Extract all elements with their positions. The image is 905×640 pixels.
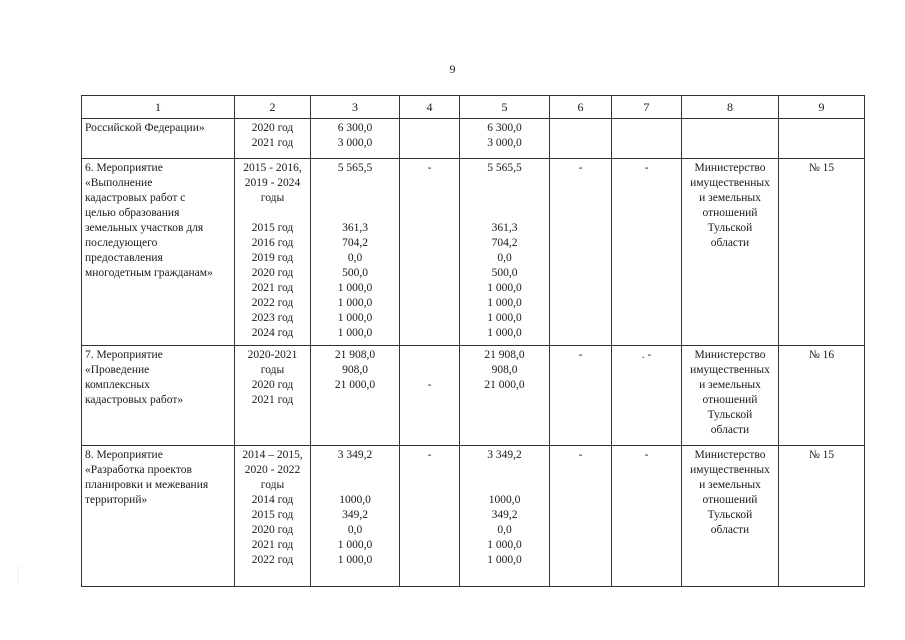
total-head: 21 908,0 [334, 349, 376, 361]
col4-cell [400, 346, 460, 446]
total-value: 1 000,0 [337, 282, 373, 294]
col5-head: 3 349,2 [487, 449, 522, 461]
spacer [314, 206, 396, 221]
spacer [314, 463, 396, 478]
period-line: 2019 - 2024 [244, 177, 301, 189]
measure-name-line: комплексных [85, 379, 150, 391]
executor-line: области [710, 524, 750, 536]
measure-name-line: земельных участков для [85, 222, 204, 234]
indicator-cell [779, 159, 865, 346]
col6-cell [550, 446, 612, 587]
col5-value: 1 000,0 [487, 327, 522, 339]
program-table [81, 95, 865, 587]
total-value: 349,2 [342, 509, 368, 521]
measure-name-cell [82, 159, 235, 346]
col-header-5: 5 [460, 96, 550, 119]
spacer [463, 463, 546, 478]
year-line: 2019 год [251, 252, 294, 264]
total-value: 0,0 [347, 524, 363, 536]
total-value: 0,0 [347, 252, 363, 264]
indicator-value: № 15 [808, 162, 835, 174]
col5-value: 1 000,0 [487, 539, 522, 551]
col6-cell [550, 119, 612, 159]
total-value: 1 000,0 [337, 327, 373, 339]
col4-value: - [427, 449, 432, 461]
total-value: 1 000,0 [337, 297, 373, 309]
year-line: 2015 год [251, 509, 294, 521]
period-cell [235, 346, 311, 446]
col6-cell [550, 346, 612, 446]
total-value: 361,3 [342, 222, 368, 234]
indicator-cell [779, 119, 865, 159]
spacer [314, 191, 396, 206]
executor-line: Тульской [707, 509, 753, 521]
year-line: 2021 год [251, 137, 294, 149]
executor-line: Министерство [694, 162, 766, 174]
col5-value: 349,2 [491, 509, 518, 521]
col7-cell [612, 119, 682, 159]
period-line: 2020-2021 [247, 349, 298, 361]
measure-name-line: «Выполнение [85, 177, 153, 189]
year-line: 2022 год [251, 554, 294, 566]
col5-cell [460, 159, 550, 346]
year-line: 2022 год [251, 297, 294, 309]
col-header-4: 4 [400, 96, 460, 119]
table-row [82, 119, 865, 159]
period-line: годы [260, 479, 285, 491]
executor-line: области [710, 237, 750, 249]
col5-value: 1 000,0 [487, 312, 522, 324]
measure-name-line: кадастровых работ с [85, 192, 186, 204]
year-line: 2014 год [251, 494, 294, 506]
spacer [463, 206, 546, 221]
period-cell [235, 159, 311, 346]
col7-cell [612, 346, 682, 446]
total-value: 1 000,0 [337, 539, 373, 551]
total-value: 500,0 [342, 267, 368, 279]
executor-line: отношений [702, 494, 758, 506]
col5-value: 1 000,0 [487, 554, 522, 566]
col6-cell [550, 159, 612, 346]
measure-name-line: 6. Мероприятие [85, 162, 163, 174]
col5-value: 6 300,0 [487, 122, 522, 134]
indicator-cell [779, 446, 865, 587]
period-line: 2020 - 2022 [244, 464, 301, 476]
period-line: 2015 - 2016, [243, 162, 302, 174]
indicator-cell [779, 346, 865, 446]
period-line: годы [260, 192, 285, 204]
measure-name-line: последующего [85, 237, 158, 249]
measure-name-line: кадастровых работ» [85, 394, 184, 406]
executor-line: имущественных [690, 364, 770, 376]
executor-line: отношений [702, 207, 758, 219]
year-line: 2021 год [251, 539, 294, 551]
spacer [463, 478, 546, 493]
executor-line: и земельных [699, 379, 761, 391]
executor-cell [682, 346, 779, 446]
col6-value: - [578, 449, 583, 461]
table-row [82, 159, 865, 346]
measure-name-line: 8. Мероприятие [85, 449, 163, 461]
col7-value: - [644, 162, 649, 174]
spacer [463, 191, 546, 206]
total-value: 21 000,0 [334, 379, 376, 391]
col-header-7: 7 [612, 96, 682, 119]
col-header-2: 2 [235, 96, 311, 119]
measure-name-cell [82, 446, 235, 587]
col-header-6: 6 [550, 96, 612, 119]
total-value: 1000,0 [339, 494, 371, 506]
measure-name-cell [82, 346, 235, 446]
executor-cell [682, 446, 779, 587]
spacer [314, 176, 396, 191]
spacer [403, 363, 456, 378]
executor-line: области [710, 424, 750, 436]
period-cell [235, 119, 311, 159]
year-line: 2016 год [251, 237, 294, 249]
total-value: 908,0 [342, 364, 368, 376]
col5-value: 1000,0 [488, 494, 521, 506]
col4-value: - [427, 162, 432, 174]
total-head: 5 565,5 [337, 162, 373, 174]
executor-line: Министерство [694, 449, 766, 461]
total-value: 3 000,0 [337, 137, 373, 149]
col7-value: - [644, 449, 649, 461]
executor-line: имущественных [690, 177, 770, 189]
year-line: 2020 год [251, 267, 294, 279]
executor-line: имущественных [690, 464, 770, 476]
indicator-value: № 15 [808, 449, 835, 461]
col5-value: 1 000,0 [487, 297, 522, 309]
period-cell [235, 446, 311, 587]
executor-line: Тульской [707, 409, 753, 421]
measure-name-line: предоставления [85, 252, 163, 264]
page-number: 9 [449, 62, 456, 76]
header-row [82, 96, 865, 119]
year-line: 2023 год [251, 312, 294, 324]
total-value: 6 300,0 [337, 122, 373, 134]
measure-name-cell [82, 119, 235, 159]
total-value: 1 000,0 [337, 312, 373, 324]
spacer [314, 478, 396, 493]
indicator-value: № 16 [808, 349, 835, 361]
measure-name-line: многодетным гражданам» [85, 267, 213, 279]
total-cell [311, 346, 400, 446]
spacer [463, 176, 546, 191]
total-cell [311, 159, 400, 346]
col4-cell [400, 159, 460, 346]
total-value: 704,2 [342, 237, 368, 249]
total-value: 1 000,0 [337, 554, 373, 566]
year-line: 2020 год [251, 122, 294, 134]
scan-margin-mark: ······· [13, 565, 22, 584]
col7-cell [612, 446, 682, 587]
year-line: 2020 год [251, 379, 294, 391]
executor-line: и земельных [699, 479, 761, 491]
col5-head: 5 565,5 [487, 162, 522, 174]
col5-cell [460, 446, 550, 587]
executor-line: Министерство [694, 349, 766, 361]
col4-value: - [427, 379, 432, 391]
table-row [82, 346, 865, 446]
col4-cell [400, 446, 460, 587]
measure-name-line: 7. Мероприятие [85, 349, 163, 361]
executor-cell [682, 159, 779, 346]
col5-value: 21 000,0 [484, 379, 525, 391]
measure-name-line: планировки и межевания [85, 479, 209, 491]
year-line: 2021 год [251, 282, 294, 294]
period-line: 2014 – 2015, [242, 449, 303, 461]
col5-cell [460, 346, 550, 446]
year-line: 2024 год [251, 327, 294, 339]
col5-value: 500,0 [491, 267, 518, 279]
measure-name-line: «Проведение [85, 364, 150, 376]
col5-value: 3 000,0 [487, 137, 522, 149]
col4-cell [400, 119, 460, 159]
col5-value: 0,0 [497, 252, 512, 264]
year-line: 2020 год [251, 524, 294, 536]
executor-line: и земельных [699, 192, 761, 204]
col5-value: 908,0 [491, 364, 518, 376]
spacer [238, 206, 307, 221]
col5-value: 1 000,0 [487, 282, 522, 294]
col-header-8: 8 [682, 96, 779, 119]
col7-cell [612, 159, 682, 346]
total-cell [311, 119, 400, 159]
year-line: 2021 год [251, 394, 294, 406]
measure-name-line: Российской Федерации» [85, 122, 205, 134]
measure-name-line: целью образования [85, 207, 180, 219]
col-header-1: 1 [82, 96, 235, 119]
col6-value: - [578, 162, 583, 174]
col7-value: . - [641, 349, 652, 361]
executor-line: Тульской [707, 222, 753, 234]
period-line: годы [260, 364, 285, 376]
measure-name-line: «Разработка проектов [85, 464, 192, 476]
col6-value: - [578, 349, 583, 361]
col5-value: 704,2 [491, 237, 518, 249]
spacer [403, 348, 456, 363]
executor-line: отношений [702, 394, 758, 406]
col-header-9: 9 [779, 96, 865, 119]
col-header-3: 3 [311, 96, 400, 119]
year-line: 2015 год [251, 222, 294, 234]
table-row [82, 446, 865, 587]
total-cell [311, 446, 400, 587]
total-head: 3 349,2 [337, 449, 373, 461]
col5-head: 21 908,0 [484, 349, 525, 361]
col5-value: 361,3 [491, 222, 518, 234]
col5-cell [460, 119, 550, 159]
col5-value: 0,0 [497, 524, 512, 536]
measure-name-line: территорий» [85, 494, 148, 506]
executor-cell [682, 119, 779, 159]
